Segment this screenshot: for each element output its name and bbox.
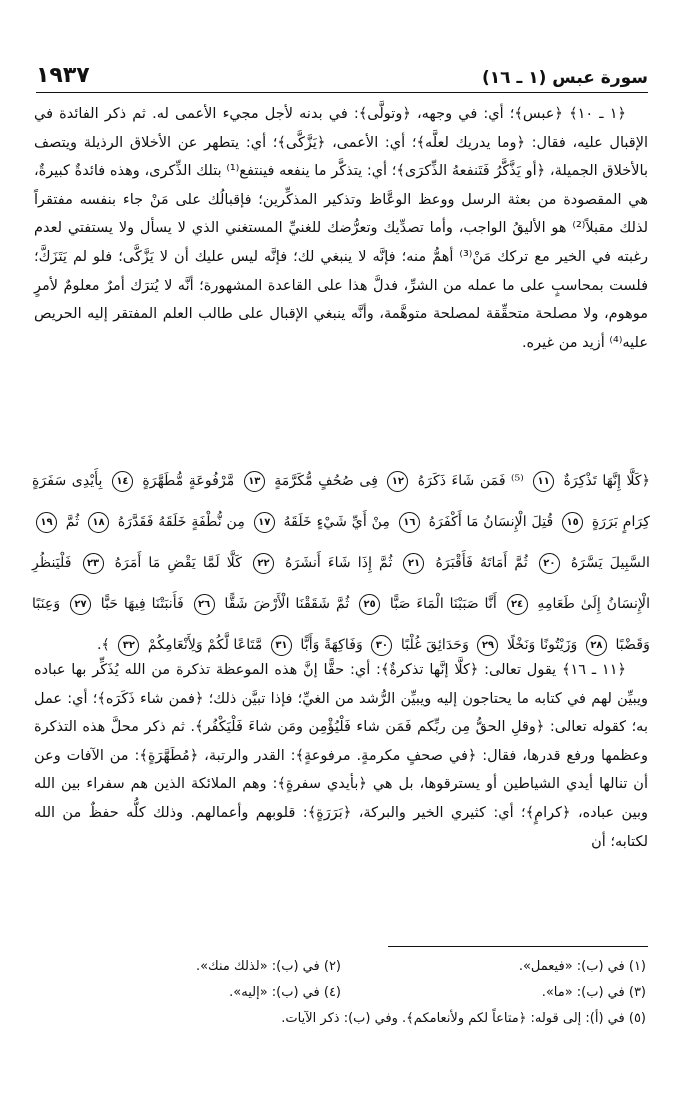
verse-text: ﴾. bbox=[97, 637, 110, 653]
verse-text: أَنَّا صَبَبْنَا الْمَاءَ صَبًّا bbox=[384, 596, 497, 612]
footnote-divider bbox=[388, 946, 648, 947]
ayah-number-marker: ٢٨ bbox=[586, 635, 607, 656]
verse-text: كِرَامٍ بَرَرَةٍ bbox=[587, 514, 651, 530]
ayah-number-marker: ٢٠ bbox=[539, 553, 560, 574]
verse-text: ثُمَّ أَمَاتَهُ فَأَقْبَرَهُ bbox=[428, 555, 528, 571]
ayah-number-marker: ١٦ bbox=[399, 512, 420, 533]
page-header bbox=[36, 58, 648, 93]
ayah-number-marker: ١٥ bbox=[562, 512, 583, 533]
ayah-number-marker: ١٨ bbox=[88, 512, 109, 533]
ayah-number-marker: ٣٢ bbox=[118, 635, 139, 656]
ayah-number-marker: ١٣ bbox=[244, 471, 265, 492]
verse-text: السَّبِيلَ يَسَّرَهُ bbox=[563, 555, 650, 571]
verse-text: ﴿كَلَّا إِنَّهَا تَذْكِرَةٌ bbox=[558, 473, 651, 489]
ayah-number-marker: ٣٠ bbox=[371, 635, 392, 656]
commentary-section-1 bbox=[34, 100, 648, 357]
verse-text: مِنْ أَيِّ شَيْءٍ خَلَقَهُ bbox=[278, 514, 391, 530]
verse-text: إِلَىٰ طَعَامِهِ bbox=[531, 596, 601, 612]
verse-text: مِن نُّطْفَةٍ خَلَقَهُ فَقَدَّرَهُ bbox=[113, 514, 245, 530]
commentary-paragraph: ﴿١١ ـ ١٦﴾ يقول تعالى: ﴿كلَّا إنَّها تذكرةٌ﴾: أي: حقًّا إنَّ هذه الموعظة تذكرة من الله يُذَكِّر بها عباده ويبيِّن لهم في كتابه ما يحتاجون إليه ويبيِّن الرُّشد من الغيِّ؛ فإذا تبيَّن ذلك؛ ﴿فمن شاء ذَكَرَه﴾؛ أي: عمل به؛ كقوله تعالى: ﴿وقلِ الحقُّ مِن ربِّكم فَمَن شاء فَلْيُؤْمِن ومَن شاءَ فَلْيَكْفُر﴾. ثم ذكر محلَّ هذه التذكرة وعظمها ورفع قدرها، فقال: ﴿في صحفٍ مكرمةٍ. مرفوعةٍ﴾: القدر والرتبة، ﴿مُطَهَّرَةٍ﴾: من الآفات وعن أن تنالها أيدي الشياطين أو يسترقوها، بل هي ﴿بأيدي سفرةٍ﴾: وهم الملائكة الذين هم سفراء بين الله وبين عباده، ﴿كرامٍ﴾؛ أي: كثيري الخير والبركة، ﴿بَرَرَةٍ﴾: قلوبهم وأعمالهم. وذلك كلُّه حفظٌ من الله لكتابه؛ أن bbox=[34, 662, 648, 850]
footnote-4: (٤) في (ب): «إليه». bbox=[229, 985, 341, 1000]
verse-text: وَفَاكِهَةً وَأَبًّا bbox=[295, 637, 363, 653]
running-title: سورة عبس (١ ـ ١٦) bbox=[482, 68, 648, 88]
page-number: ١٩٣٧ bbox=[36, 63, 90, 88]
verse-text: مَّتَاعًا لَّكُمْ وَلِأَنْعَامِكُمْ bbox=[143, 637, 263, 653]
verse-text: فِى صُحُفٍ مُّكَرَّمَةٍ bbox=[268, 473, 378, 489]
ayah-number-marker: ١٩ bbox=[36, 512, 57, 533]
verse-text: وَعِنَبًا وَقَضْبًا bbox=[32, 596, 650, 653]
footnote-row bbox=[36, 954, 646, 980]
verse-text: فَلْيَنظُرِ الْإِنسَانُ bbox=[32, 555, 651, 612]
footnote-row bbox=[36, 980, 646, 1006]
ayah-number-marker: ٣١ bbox=[271, 635, 292, 656]
commentary-paragraph: ﴿١ ـ ١٠﴾ ﴿عبس﴾؛ أي: في وجهه، ﴿وتولَّى﴾: في بدنه لأجل مجيء الأعمى له. ثم ذكر الفائدة في الإقبال عليه، فقال: ﴿وما يدريك لعلَّه﴾؛ أي: الأعمى، ﴿يَزَّكَّى﴾؛ أي: يتطهر عن الأخلاق الرذيلة ويتصف بالأخلاق الجميلة، ﴿أو يَذَّكَّرُ فَتَنفعهُ الذِّكرَى﴾؛ أي: يتذكَّر ما ينفعه فينتفع⁽¹⁾ بتلك الذِّكرى، وهذه فائدةٌ كبيرةٌ، هي المقصودة من بعثة الرسل ووعظ الوعَّاظ وتذكير المذكِّرين؛ فإقبالُك على مَنْ جاء بنفسه مفتقراً لذلك مقبلاً⁽²⁾ هو الأليقُ الواجب، وأما تصدِّيك وتعرُّضك للغنيِّ المستغني الذي لا يسأل ولا يستفتي لعدم رغبته في الخير مع تركك مَنْ⁽³⁾ أهمُّ منه؛ فإنَّه لا ينبغي لك؛ فإنَّه ليس عليك أن لا يَزَّكَّى؛ فلو لم يَتَزَكَّ؛ فلست بمحاسبٍ على ما عمله من الشرِّ، فدلَّ هذا على القاعدة المشهورة؛ أنَّه لا يُترَك أمرٌ معلومٌ لأمرٍ موهوم، ولا مصلحة متحقِّقة لمصلحة متوهَّمة، وأنَّه ينبغي الإقبال على طالب العلم المفتقر إليه الحريص عليه⁽⁴⁾ أزيد من غيره. bbox=[34, 106, 648, 351]
footnote-5: (٥) في (أ): إلى قوله: ﴿متاعاً لكم ولأنعامكم﴾. وفي (ب): ذكر الآيات. bbox=[281, 1011, 646, 1026]
verse-text: فَأَنبَتْنَا فِيهَا حَبًّا bbox=[94, 596, 184, 612]
footnote-1: (١) في (ب): «فيعمل». bbox=[518, 959, 646, 974]
ayah-number-marker: ٢١ bbox=[403, 553, 424, 574]
quran-verses bbox=[32, 461, 650, 666]
verse-text: وَحَدَائِقَ غُلْبًا bbox=[396, 637, 469, 653]
verse-text: ثُمَّ شَقَقْنَا الْأَرْضَ شَقًّا bbox=[218, 596, 350, 612]
verse-text: كَلَّا لَمَّا يَقْضِ مَا أَمَرَهُ bbox=[107, 555, 242, 571]
ayah-number-marker: ١٢ bbox=[387, 471, 408, 492]
verse-text: ثُمَّ إِذَا شَاءَ أَنشَرَهُ bbox=[278, 555, 393, 571]
verse-text: بِأَيْدِى سَفَرَةٍ bbox=[32, 473, 103, 489]
footnote-2: (٢) في (ب): «لذلك منك». bbox=[195, 959, 341, 974]
quran-verses-block bbox=[32, 461, 650, 666]
ayah-number-marker: ٢٤ bbox=[507, 594, 528, 615]
ayah-number-marker: ٢٢ bbox=[253, 553, 274, 574]
ayah-number-marker: ١٧ bbox=[254, 512, 275, 533]
footnotes bbox=[36, 954, 646, 1032]
ayah-number-marker: ٢٧ bbox=[70, 594, 91, 615]
verse-text: قُتِلَ الْإِنسَانُ مَا أَكْفَرَهُ bbox=[423, 514, 554, 530]
ayah-number-marker: ٢٦ bbox=[194, 594, 215, 615]
verse-text: وَزَيْتُونًا وَنَخْلًا bbox=[502, 637, 578, 653]
commentary-section-2 bbox=[34, 656, 648, 856]
ayah-number-marker: ١٤ bbox=[112, 471, 133, 492]
footnote-3: (٣) في (ب): «ما». bbox=[541, 985, 646, 1000]
ayah-number-marker: ١١ bbox=[533, 471, 554, 492]
verse-text: ثُمَّ bbox=[61, 514, 80, 530]
ayah-number-marker: ٢٩ bbox=[477, 635, 498, 656]
verse-text: ⁽⁵⁾ فَمَن شَاءَ ذَكَرَهُ bbox=[412, 473, 524, 489]
verse-text: مَّرْفُوعَةٍ مُّطَهَّرَةٍ bbox=[136, 473, 235, 489]
ayah-number-marker: ٢٥ bbox=[359, 594, 380, 615]
ayah-number-marker: ٢٣ bbox=[83, 553, 104, 574]
